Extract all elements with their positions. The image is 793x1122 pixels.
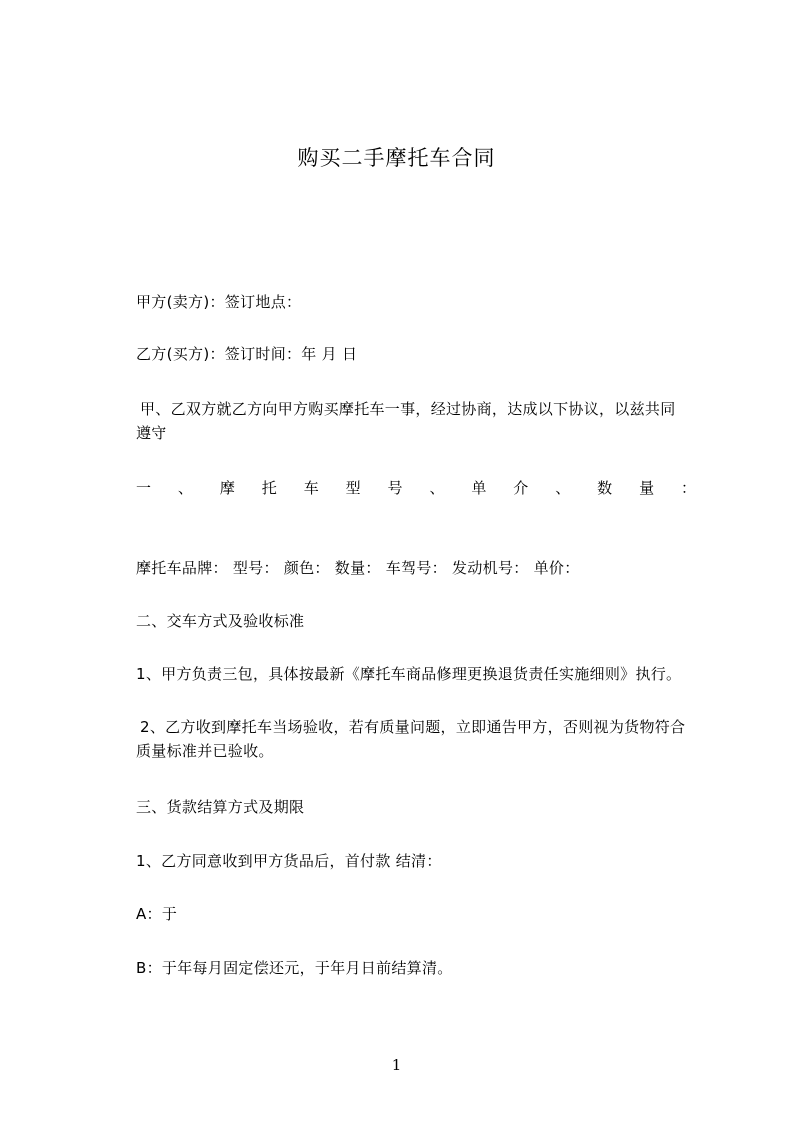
section-1-char: 号	[387, 479, 403, 497]
party-b-line: 乙方(买方)：签订时间：年 月 日	[136, 345, 358, 363]
section-1-char: 型	[345, 479, 361, 497]
section-1-char: 、	[555, 479, 571, 497]
clause-3-1: 1、乙方同意收到甲方货品后，首付款 结清：	[136, 852, 442, 870]
section-1-char: 车	[303, 479, 319, 497]
section-1-char: 数	[597, 479, 613, 497]
option-b: B：于年每月固定偿还元，于年月日前结算清。	[136, 959, 453, 977]
section-2-heading: 二、交车方式及验收标准	[136, 612, 305, 630]
page-number: 1	[391, 1056, 402, 1074]
clause-2-2	[136, 715, 711, 763]
section-1-char: 、	[429, 479, 445, 497]
party-a-line: 甲方(卖方)：签订地点：	[136, 293, 302, 311]
section-1-char: 量	[639, 479, 655, 497]
document-title: 购买二手摩托车合同	[297, 146, 496, 170]
section-1-char: 介	[513, 479, 529, 497]
section-1-char: 托	[261, 479, 277, 497]
motorcycle-fields-line: 摩托车品牌： 型号： 颜色： 数量： 车驾号： 发动机号： 单价：	[136, 559, 580, 577]
section-1-heading	[136, 478, 696, 498]
section-3-heading: 三、货款结算方式及期限	[136, 798, 305, 816]
section-1-char: 、	[177, 479, 193, 497]
intro-line-2: 遵守	[136, 424, 167, 442]
section-1-char: 一	[136, 479, 152, 497]
section-1-char: 单	[471, 479, 487, 497]
section-1-char: 摩	[219, 479, 235, 497]
clause-2-1: 1、甲方负责三包，具体按最新《摩托车商品修理更换退货责任实施细则》执行。	[136, 665, 682, 683]
clause-2-2-line-1: 2、乙方收到摩托车当场验收，若有质量问题，立即通告甲方，否则视为货物符合	[140, 718, 686, 736]
option-a: A：于	[136, 905, 178, 923]
section-1-char: ：	[680, 479, 696, 497]
intro-line-1: 甲、乙双方就乙方向甲方购买摩托车一事，经过协商，达成以下协议，以兹共同	[140, 400, 676, 418]
intro-paragraph	[136, 397, 711, 445]
clause-2-2-line-2: 质量标准并已验收。	[136, 742, 274, 760]
